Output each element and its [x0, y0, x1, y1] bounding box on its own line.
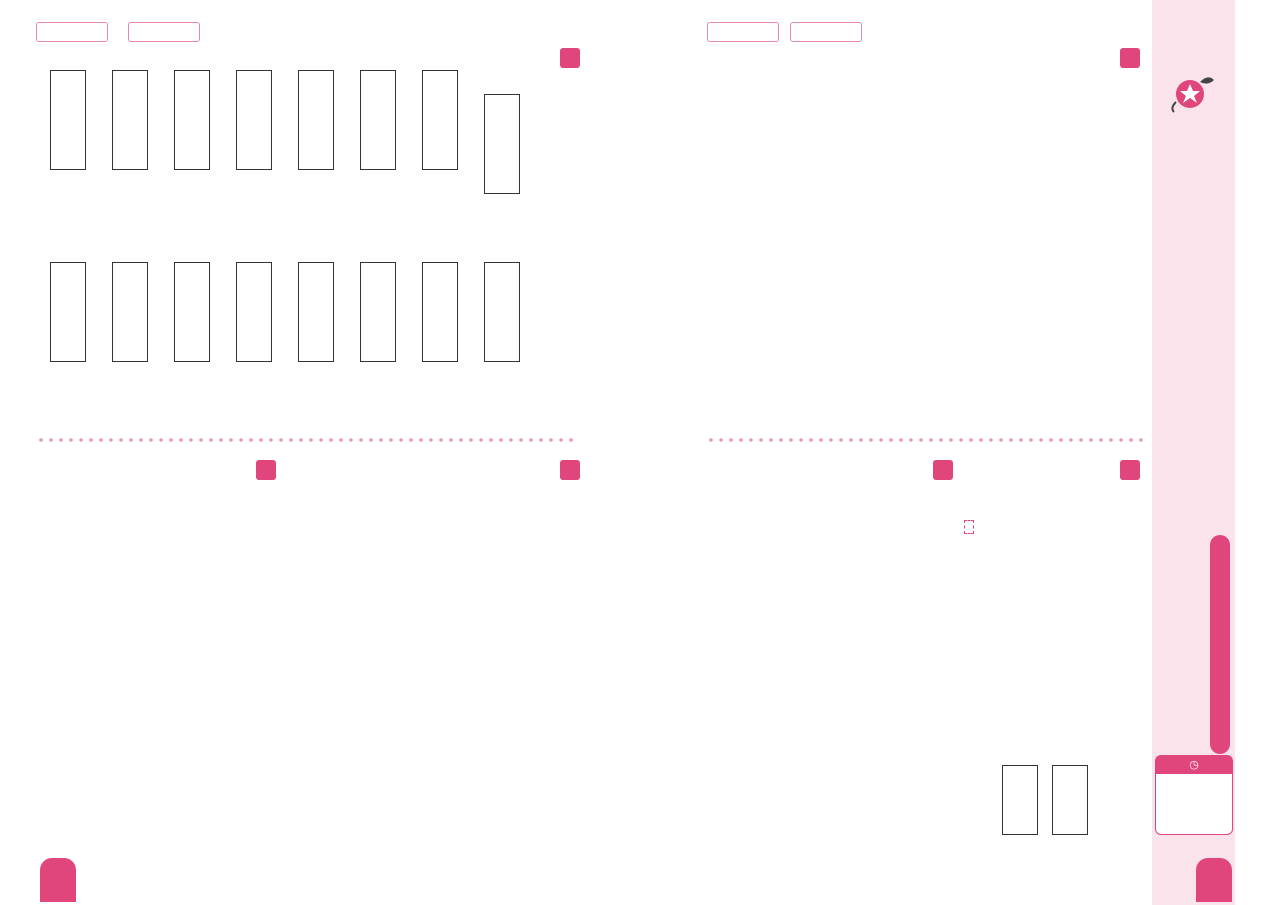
q4-answer-box[interactable]: [50, 70, 86, 170]
question-3-number: [933, 460, 953, 480]
question-6-number: [256, 460, 276, 480]
day-input-right[interactable]: [790, 22, 862, 42]
q4-answer-box[interactable]: [174, 70, 210, 170]
q4-answer-box[interactable]: [360, 70, 396, 170]
q4-answer-box[interactable]: [484, 94, 520, 194]
q4-answer-box[interactable]: [360, 262, 396, 362]
divider-right: [706, 437, 1146, 443]
question-5-number: [560, 460, 580, 480]
month-input-left[interactable]: [36, 22, 108, 42]
flower-icon: [1170, 72, 1216, 114]
time-box: [1155, 755, 1233, 835]
q4-answer-box[interactable]: [298, 262, 334, 362]
month-input-right[interactable]: [707, 22, 779, 42]
q4-answer-box[interactable]: [112, 70, 148, 170]
q4-answer-box[interactable]: [422, 262, 458, 362]
divider-left: [36, 437, 576, 443]
q4-answer-box[interactable]: [174, 262, 210, 362]
q4-answer-box[interactable]: [50, 262, 86, 362]
q4-answer-box[interactable]: [112, 262, 148, 362]
q2-answer-box-1[interactable]: [1052, 765, 1088, 835]
clock-icon: ◷: [1189, 758, 1199, 771]
q4-answer-box[interactable]: [236, 70, 272, 170]
q2-kanji-box: [964, 520, 974, 534]
q4-answer-box[interactable]: [298, 70, 334, 170]
q4-answer-box[interactable]: [236, 262, 272, 362]
page-number-33: [40, 858, 76, 902]
q3-item-1: [874, 460, 887, 466]
q4-answer-box[interactable]: [422, 70, 458, 170]
page-number-32: [1196, 858, 1232, 902]
question-4-number: [560, 48, 580, 68]
q2-answer-box-2[interactable]: [1002, 765, 1038, 835]
question-1-number: [1120, 48, 1140, 68]
question-2-number: [1120, 460, 1140, 480]
textbook-badge: [1210, 535, 1230, 754]
day-input-left[interactable]: [128, 22, 200, 42]
q4-answer-box[interactable]: [484, 262, 520, 362]
